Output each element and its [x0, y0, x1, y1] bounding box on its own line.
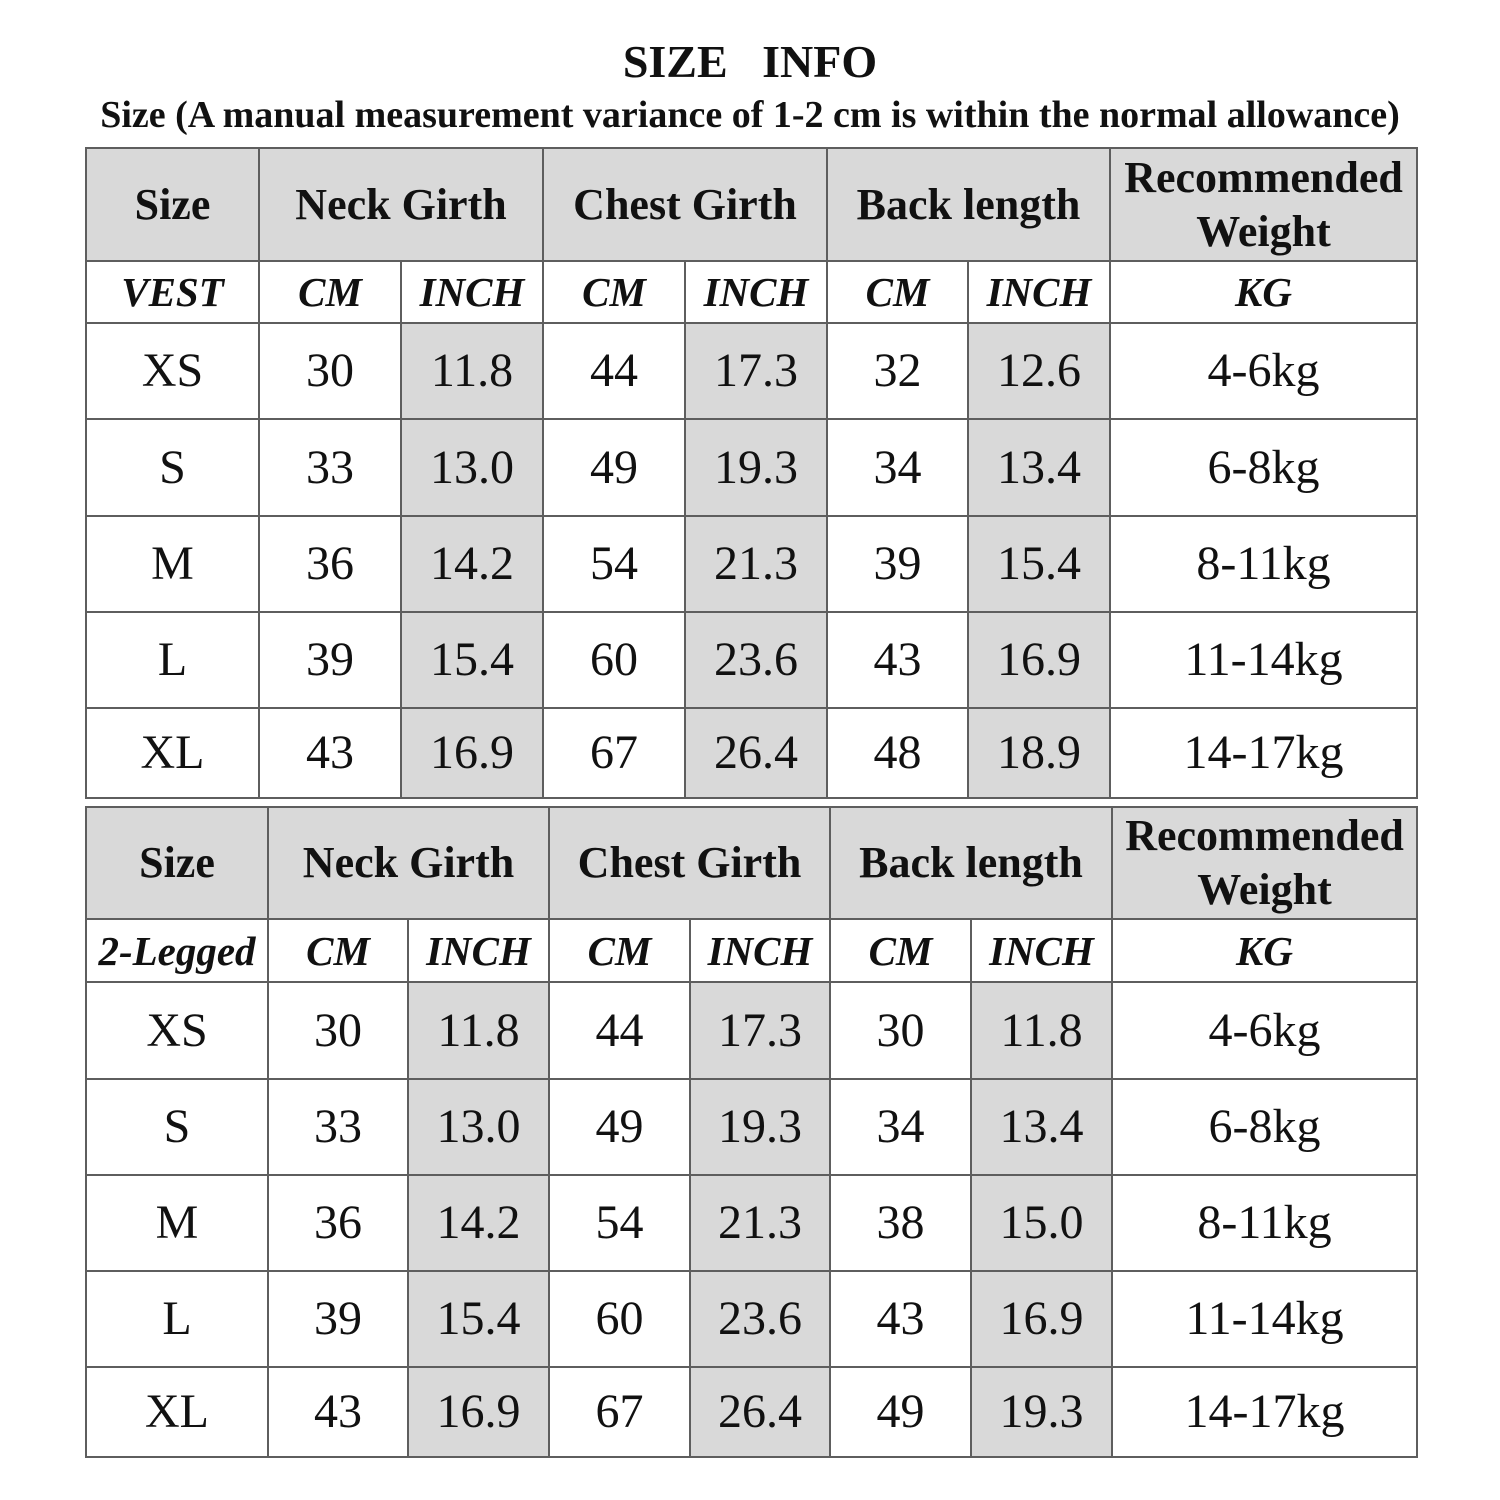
- neck-inch-cell: 14.2: [401, 516, 543, 612]
- neck-inch-cell: 11.8: [408, 982, 549, 1079]
- neck-cm-cell: 39: [268, 1271, 408, 1367]
- back-cm-cell: 32: [827, 323, 968, 419]
- neck-cm-unit: CM: [268, 919, 408, 982]
- back-cm-cell: 34: [830, 1079, 971, 1175]
- weight-cell: 4-6kg: [1112, 982, 1417, 1079]
- neck-inch-cell: 13.0: [408, 1079, 549, 1175]
- neck-girth-header: Neck Girth: [268, 807, 549, 919]
- neck-inch-unit: INCH: [408, 919, 549, 982]
- neck-cm-cell: 33: [268, 1079, 408, 1175]
- back-inch-cell: 16.9: [968, 612, 1110, 708]
- back-cm-cell: 30: [830, 982, 971, 1079]
- neck-cm-cell: 36: [268, 1175, 408, 1271]
- size-cell: L: [86, 1271, 268, 1367]
- chest-cm-cell: 49: [543, 419, 685, 516]
- size-cell: XS: [86, 982, 268, 1079]
- table-row: [86, 419, 1417, 516]
- page-title: SIZE INFO: [622, 36, 878, 87]
- weight-cell: 6-8kg: [1110, 419, 1417, 516]
- neck-cm-cell: 43: [268, 1367, 408, 1457]
- back-cm-cell: 39: [827, 516, 968, 612]
- neck-cm-cell: 43: [259, 708, 401, 798]
- back-inch-unit: INCH: [971, 919, 1112, 982]
- garment-type-label: VEST: [86, 261, 259, 323]
- weight-unit: KG: [1110, 261, 1417, 323]
- recommended-weight-header: Recommended Weight: [1110, 148, 1417, 261]
- neck-cm-cell: 39: [259, 612, 401, 708]
- back-cm-unit: CM: [827, 261, 968, 323]
- size-cell: L: [86, 612, 259, 708]
- chest-inch-unit: INCH: [690, 919, 830, 982]
- chest-inch-cell: 17.3: [685, 323, 827, 419]
- weight-cell: 14-17kg: [1112, 1367, 1417, 1457]
- back-inch-cell: 15.0: [971, 1175, 1112, 1271]
- table-row: [86, 323, 1417, 419]
- chest-inch-cell: 21.3: [685, 516, 827, 612]
- garment-type-label: 2-Legged: [86, 919, 268, 982]
- back-cm-cell: 38: [830, 1175, 971, 1271]
- table-row: [86, 1175, 1417, 1271]
- chest-inch-cell: 19.3: [685, 419, 827, 516]
- size-header: Size: [86, 148, 259, 261]
- weight-cell: 11-14kg: [1112, 1271, 1417, 1367]
- back-inch-cell: 13.4: [971, 1079, 1112, 1175]
- back-cm-cell: 43: [827, 612, 968, 708]
- size-cell: M: [86, 516, 259, 612]
- size-cell: M: [86, 1175, 268, 1271]
- table-row: [86, 1367, 1417, 1457]
- back-inch-cell: 11.8: [971, 982, 1112, 1079]
- weight-cell: 8-11kg: [1110, 516, 1417, 612]
- weight-cell: 11-14kg: [1110, 612, 1417, 708]
- neck-cm-cell: 30: [268, 982, 408, 1079]
- chest-girth-header: Chest Girth: [549, 807, 830, 919]
- table-row: [86, 982, 1417, 1079]
- chest-cm-unit: CM: [549, 919, 690, 982]
- neck-cm-unit: CM: [259, 261, 401, 323]
- chest-inch-cell: 26.4: [685, 708, 827, 798]
- neck-cm-cell: 30: [259, 323, 401, 419]
- weight-cell: 4-6kg: [1110, 323, 1417, 419]
- neck-inch-cell: 15.4: [401, 612, 543, 708]
- neck-inch-cell: 13.0: [401, 419, 543, 516]
- chest-cm-cell: 60: [549, 1271, 690, 1367]
- back-inch-cell: 15.4: [968, 516, 1110, 612]
- size-cell: XL: [86, 1367, 268, 1457]
- chest-inch-cell: 23.6: [690, 1271, 830, 1367]
- units-row: [86, 261, 1417, 323]
- chest-girth-header: Chest Girth: [543, 148, 827, 261]
- chest-cm-cell: 44: [549, 982, 690, 1079]
- neck-inch-cell: 16.9: [408, 1367, 549, 1457]
- chest-inch-cell: 26.4: [690, 1367, 830, 1457]
- size-cell: S: [86, 419, 259, 516]
- chest-cm-cell: 49: [549, 1079, 690, 1175]
- back-cm-cell: 34: [827, 419, 968, 516]
- table-row: [86, 1079, 1417, 1175]
- size-cell: XL: [86, 708, 259, 798]
- chest-cm-unit: CM: [543, 261, 685, 323]
- chest-inch-cell: 17.3: [690, 982, 830, 1079]
- neck-cm-cell: 36: [259, 516, 401, 612]
- chest-cm-cell: 67: [543, 708, 685, 798]
- weight-cell: 8-11kg: [1112, 1175, 1417, 1271]
- neck-inch-cell: 11.8: [401, 323, 543, 419]
- back-inch-unit: INCH: [968, 261, 1110, 323]
- back-cm-unit: CM: [830, 919, 971, 982]
- recommended-weight-header: Recommended Weight: [1112, 807, 1417, 919]
- table-row: [86, 1271, 1417, 1367]
- neck-girth-header: Neck Girth: [259, 148, 543, 261]
- table-row: [86, 516, 1417, 612]
- neck-inch-unit: INCH: [401, 261, 543, 323]
- back-cm-cell: 49: [830, 1367, 971, 1457]
- chest-inch-cell: 23.6: [685, 612, 827, 708]
- vest-size-table: [85, 147, 1418, 799]
- back-inch-cell: 18.9: [968, 708, 1110, 798]
- neck-inch-cell: 15.4: [408, 1271, 549, 1367]
- back-cm-cell: 48: [827, 708, 968, 798]
- back-length-header: Back length: [830, 807, 1112, 919]
- chest-inch-unit: INCH: [685, 261, 827, 323]
- back-inch-cell: 12.6: [968, 323, 1110, 419]
- neck-inch-cell: 14.2: [408, 1175, 549, 1271]
- header-row: [86, 807, 1417, 919]
- chest-cm-cell: 60: [543, 612, 685, 708]
- back-inch-cell: 19.3: [971, 1367, 1112, 1457]
- chest-cm-cell: 44: [543, 323, 685, 419]
- neck-inch-cell: 16.9: [401, 708, 543, 798]
- back-inch-cell: 13.4: [968, 419, 1110, 516]
- weight-cell: 6-8kg: [1112, 1079, 1417, 1175]
- size-cell: S: [86, 1079, 268, 1175]
- weight-cell: 14-17kg: [1110, 708, 1417, 798]
- page-subtitle: Size (A manual measurement variance of 1-2 cm is within the normal allowance): [100, 94, 1400, 136]
- back-length-header: Back length: [827, 148, 1110, 261]
- table-row: [86, 708, 1417, 798]
- size-header: Size: [86, 807, 268, 919]
- chest-cm-cell: 54: [549, 1175, 690, 1271]
- chest-cm-cell: 54: [543, 516, 685, 612]
- two-legged-size-table: [85, 806, 1418, 1458]
- size-cell: XS: [86, 323, 259, 419]
- back-inch-cell: 16.9: [971, 1271, 1112, 1367]
- header-row: [86, 148, 1417, 261]
- table-row: [86, 612, 1417, 708]
- weight-unit: KG: [1112, 919, 1417, 982]
- chest-inch-cell: 19.3: [690, 1079, 830, 1175]
- chest-cm-cell: 67: [549, 1367, 690, 1457]
- back-cm-cell: 43: [830, 1271, 971, 1367]
- units-row: [86, 919, 1417, 982]
- neck-cm-cell: 33: [259, 419, 401, 516]
- chest-inch-cell: 21.3: [690, 1175, 830, 1271]
